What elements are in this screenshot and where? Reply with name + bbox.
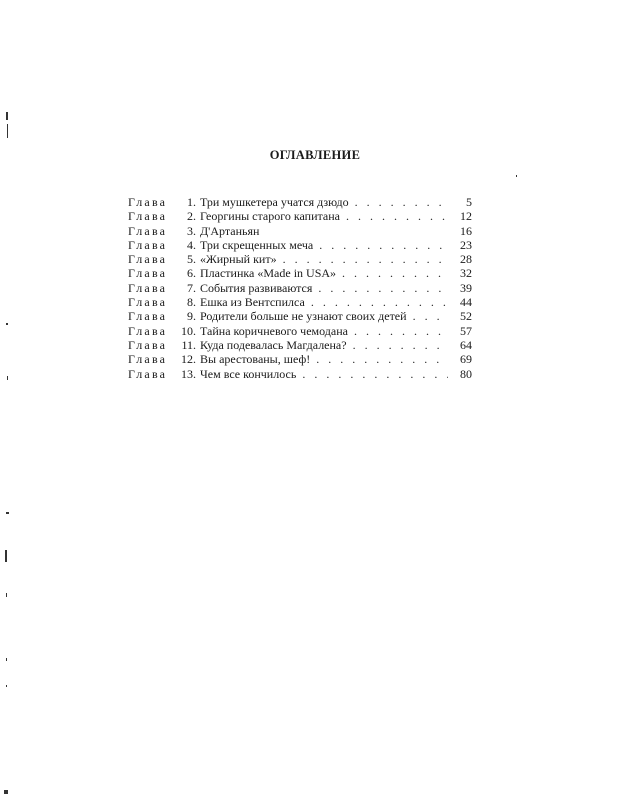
page-number: 57 xyxy=(460,323,472,338)
chapter-label: Глава xyxy=(128,195,168,209)
chapter-label: Глава xyxy=(128,309,168,324)
dot-leader xyxy=(340,209,448,223)
chapter-title: Вы арестованы, шеф! xyxy=(200,352,311,367)
chapter-number: 8. xyxy=(187,295,196,310)
chapter-title: Чем все кончилось xyxy=(200,366,297,381)
dot-leader xyxy=(310,352,448,366)
chapter-number: 6. xyxy=(187,266,196,281)
scan-speck xyxy=(6,512,9,514)
chapter-title: События развиваются xyxy=(200,280,313,295)
page-number: 12 xyxy=(460,209,472,224)
scan-speck xyxy=(7,124,8,138)
chapter-label: Глава xyxy=(128,209,168,224)
chapter-number: 11. xyxy=(181,337,196,352)
dot-leader xyxy=(349,195,448,209)
chapter-label: Глава xyxy=(128,323,168,338)
dot-leader xyxy=(277,252,448,266)
chapter-number: 4. xyxy=(187,237,196,252)
page-number: 64 xyxy=(460,337,472,352)
chapter-label: Глава xyxy=(128,237,168,252)
chapter-title: Три скрещенных меча xyxy=(200,237,314,252)
chapter-title: Ешка из Вентспилса xyxy=(200,295,305,310)
chapter-label: Глава xyxy=(128,252,168,267)
chapter-number: 13. xyxy=(181,366,196,381)
page-title: ОГЛАВЛЕНИЕ xyxy=(269,148,361,162)
chapter-label: Глава xyxy=(128,280,168,295)
scan-speck xyxy=(6,323,8,325)
scan-speck xyxy=(6,685,7,687)
page-number: 28 xyxy=(460,252,472,267)
chapter-label: Глава xyxy=(128,266,168,281)
toc-entry xyxy=(128,324,472,338)
toc-entry xyxy=(128,295,472,309)
dot-leader xyxy=(305,295,448,309)
scan-speck xyxy=(6,658,7,661)
toc-entry xyxy=(128,266,472,280)
chapter-title: Георгины старого капитана xyxy=(200,209,340,224)
chapter-number: 9. xyxy=(187,309,196,324)
table-of-contents xyxy=(128,195,472,381)
toc-entry xyxy=(128,209,472,223)
chapter-title: Тайна коричневого чемодана xyxy=(200,323,348,338)
toc-entry xyxy=(128,281,472,295)
scan-speck xyxy=(5,550,7,562)
scan-speck xyxy=(6,112,8,120)
toc-entry xyxy=(128,195,472,209)
page-number: 39 xyxy=(460,280,472,295)
chapter-title: Куда подевалась Магдалена? xyxy=(200,337,347,352)
chapter-number: 10. xyxy=(181,323,196,338)
page-number: 5 xyxy=(466,195,472,209)
dot-leader xyxy=(313,238,448,252)
page-number: 69 xyxy=(460,352,472,367)
chapter-number: 7. xyxy=(187,280,196,295)
chapter-title: Пластинка «Made in USA» xyxy=(200,266,337,281)
page-number: 32 xyxy=(460,266,472,281)
chapter-title: Д'Артаньян xyxy=(200,223,260,238)
chapter-label: Глава xyxy=(128,295,168,310)
dot-leader xyxy=(312,281,448,295)
dot-leader xyxy=(296,367,448,381)
chapter-label: Глава xyxy=(128,366,168,381)
scan-speck xyxy=(516,175,517,177)
page-number: 16 xyxy=(460,223,472,238)
chapter-number: 12. xyxy=(181,352,196,367)
toc-entry xyxy=(128,352,472,366)
toc-entry xyxy=(128,252,472,266)
toc-entry xyxy=(128,367,472,381)
chapter-number: 2. xyxy=(187,209,196,224)
chapter-number: 3. xyxy=(187,223,196,238)
scan-speck xyxy=(4,790,8,794)
toc-entry xyxy=(128,309,472,323)
page-number: 23 xyxy=(460,237,472,252)
chapter-label: Глава xyxy=(128,337,168,352)
page-number: 44 xyxy=(460,295,472,310)
chapter-label: Глава xyxy=(128,352,168,367)
page-number: 80 xyxy=(460,366,472,381)
chapter-title: Три мушкетера учатся дзюдо xyxy=(200,195,349,209)
toc-entry xyxy=(128,224,472,238)
page-number: 52 xyxy=(460,309,472,324)
chapter-number: 5. xyxy=(187,252,196,267)
dot-leader xyxy=(347,338,448,352)
scan-speck xyxy=(6,593,7,597)
dot-leader xyxy=(336,266,448,280)
toc-entry xyxy=(128,238,472,252)
chapter-title: Родители больше не узнают своих детей xyxy=(200,309,407,324)
dot-leader xyxy=(348,324,448,338)
chapter-number: 1. xyxy=(187,195,196,209)
chapter-label: Глава xyxy=(128,223,168,238)
dot-leader xyxy=(407,309,448,323)
scan-speck xyxy=(7,376,8,380)
chapter-title: «Жирный кит» xyxy=(200,252,277,267)
toc-entry xyxy=(128,338,472,352)
